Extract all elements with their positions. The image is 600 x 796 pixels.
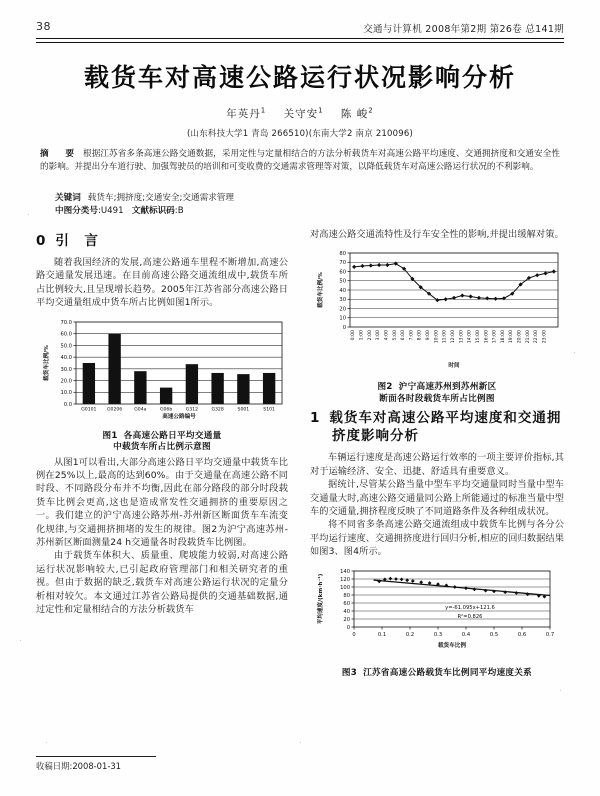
svg-text:y=-61.095x+121.6: y=-61.095x+121.6: [445, 604, 495, 611]
svg-text:0.6: 0.6: [517, 631, 527, 638]
svg-text:14:00: 14:00: [467, 330, 473, 344]
running-head: [36, 20, 564, 38]
svg-text:9:00: 9:00: [426, 330, 432, 341]
received-date: 2008-01-31: [72, 761, 121, 771]
svg-text:40.0: 40.0: [60, 354, 72, 361]
page-title: 载货车对高速公路运行状况影响分析: [83, 63, 516, 92]
scan-speckle: [560, 690, 561, 691]
svg-text:19:00: 19:00: [509, 330, 515, 344]
figure-2-chart: [310, 247, 564, 379]
figure-2-caption-line1: 沪宁高速苏州到苏州新区: [398, 382, 497, 393]
abstract: [40, 148, 560, 174]
svg-text:70.0: 70.0: [60, 319, 72, 326]
svg-text:1:00: 1:00: [359, 330, 365, 341]
svg-text:载货车比例/%: 载货车比例/%: [318, 272, 324, 309]
svg-text:20: 20: [343, 616, 350, 623]
paragraph: 对高速公路交通流特性及行车安全性的影响,并提出缓解对策。: [310, 229, 564, 240]
svg-text:40: 40: [343, 608, 350, 615]
keywords-text: 载货车;拥挤度;交通安全;交通需求管理: [87, 193, 234, 203]
svg-text:16:00: 16:00: [484, 330, 490, 344]
svg-text:0: 0: [342, 325, 346, 332]
keywords-label: 关键词: [55, 193, 81, 203]
svg-text:载货车比例: 载货车比例: [438, 642, 466, 649]
svg-text:40: 40: [339, 288, 346, 295]
right-column: [310, 228, 564, 681]
svg-text:6:00: 6:00: [401, 330, 407, 341]
svg-text:7:00: 7:00: [409, 330, 415, 341]
svg-text:G0101: G0101: [81, 407, 97, 413]
clc-value: U491: [100, 206, 124, 216]
svg-text:8:00: 8:00: [417, 330, 423, 341]
svg-text:15:00: 15:00: [475, 330, 481, 344]
figure-3-chart: [310, 565, 564, 665]
svg-text:100: 100: [340, 584, 350, 591]
svg-text:80: 80: [339, 251, 346, 258]
figure-2: [310, 247, 564, 405]
scan-speckle: [28, 214, 29, 215]
svg-text:S001: S001: [237, 407, 250, 413]
figure-3-caption: [310, 668, 564, 680]
footer-rule: [36, 756, 156, 757]
svg-text:20: 20: [339, 306, 346, 313]
page-number: 38: [36, 20, 51, 33]
section-title-1: 载货车对高速公路平均速度和交通拥挤度影响分析: [329, 410, 562, 445]
figure-2-number: 图2: [377, 382, 393, 393]
received-date-line: 收稿日期:2008-01-31: [36, 761, 121, 771]
doctype-label: 文献标识码: [131, 206, 175, 216]
keywords-line: [55, 192, 560, 204]
svg-text:20:00: 20:00: [517, 330, 523, 344]
svg-text:23:00: 23:00: [542, 330, 548, 344]
section-heading-1: [310, 409, 564, 445]
svg-text:17:00: 17:00: [492, 330, 498, 344]
svg-text:5:00: 5:00: [392, 330, 398, 341]
svg-text:载货车比例/%: 载货车比例/%: [44, 344, 50, 381]
svg-text:50.0: 50.0: [60, 342, 72, 349]
section-number-0: 0: [36, 233, 47, 249]
figure-1: [36, 316, 288, 454]
header-rule-thick: [36, 38, 564, 39]
figure-1-caption-line2: 中载货车所占比例示意图: [113, 442, 211, 453]
figure-1-chart: [36, 316, 288, 428]
left-column: [36, 228, 288, 617]
paragraph: 将不同省多条高速公路交通流组成中载货车比例与各分公平均运行速度、交通拥挤度进行回归分析,相应的回归数据结果如图3、图4所示。: [310, 519, 564, 558]
svg-text:50: 50: [339, 279, 346, 286]
received-label: 收稿日期: [36, 761, 70, 771]
abstract-text: 根据江苏省多条高速公路交通数据，采用定性与定量相结合的方法分析载货车对高速公路平均速度、交通拥挤度和交通安全性的影响。并提出分车道行驶、加强驾驶员的培训和可变收费的交通需求管理等对策，以降低载货车对高速公路运行状况的不利影响。: [40, 149, 560, 172]
svg-text:2:00: 2:00: [367, 330, 373, 341]
svg-text:高速公路编号: 高速公路编号: [162, 413, 196, 420]
svg-text:10:00: 10:00: [434, 330, 440, 344]
svg-text:80: 80: [343, 592, 350, 599]
svg-text:0: 0: [352, 631, 356, 638]
svg-text:0.1: 0.1: [377, 631, 387, 638]
paragraph: 随着我国经济的发展,高速公路通车里程不断增加,高速公路交通量发展迅速。在目前高速公路交通流组成中,载货车所占比例较大,且呈现增长趋势。2005年江苏省部分高速公路日平均交通量组成中货车所占比例如图1所示。: [36, 257, 288, 309]
figure-3-caption-line1: 江苏省高速公路载货车比例同平均速度关系: [363, 667, 533, 678]
svg-text:60: 60: [343, 600, 350, 607]
scan-speckle: [574, 352, 575, 353]
svg-text:10: 10: [339, 316, 346, 323]
figure-1-caption-line1: 各高速公路日平均交通量: [123, 430, 222, 441]
figure-3: [310, 565, 564, 680]
svg-text:60.0: 60.0: [60, 331, 72, 338]
svg-text:21:00: 21:00: [525, 330, 531, 344]
paragraph: 由于载货车体积大、质量重、爬坡能力较弱,对高速公路运行状况影响较大,已引起政府管理部门和相关研究者的重视。但由于数据的缺乏,载货车对高速公路运行状况的定量分析相对较欠。本文通过江苏省公路局提供的交通基础数据,通过定性和定量相结合的方法分析载货车: [36, 550, 288, 616]
figure-3-number: 图3: [341, 667, 358, 678]
clc-line: 中图分类号:U491 文献标识码:B: [55, 206, 184, 216]
svg-text:0: 0: [346, 624, 350, 631]
svg-text:0.4: 0.4: [461, 631, 471, 638]
svg-text:时间: 时间: [448, 363, 460, 370]
svg-text:G312: G312: [185, 407, 199, 413]
paragraph: 据统计,尽管某公路当量中型车平均交通量同时当量中型车交通量大时,高速公路交通量同公路上所能通过的标准当量中型车的交通量,拥挤程度反映了不同道路条件及各种组成状况。: [310, 479, 564, 518]
svg-text:3:00: 3:00: [376, 330, 382, 341]
author-list: [0, 106, 600, 121]
scan-speckle: [300, 742, 301, 743]
svg-text:G04a: G04a: [134, 407, 147, 413]
svg-text:0.7: 0.7: [545, 631, 555, 638]
svg-text:0.3: 0.3: [433, 631, 443, 638]
svg-text:4:00: 4:00: [384, 330, 390, 341]
paragraph: 从图1可以看出,大部分高速公路日平均交通量中载货车比例在25%以上,最高的达到60%。由于交通量在高速公路不同时段、不同路段分布并不均衡,因此在部分路段的部分时段载货车比例会更高,这也是造成常发性交通拥挤的重要原因之一。我们建立的沪宁高速公路苏州-苏州新区断面货车车流变化规律,与交通拥挤拥堵的发生的规律。图2为沪宁高速苏州-苏州新区断面测量24 h交通量各时段载货车比例图。: [36, 456, 288, 549]
scan-speckle: [46, 742, 47, 743]
author-1: 年英丹$^1$: [226, 106, 267, 120]
section-heading-0: [36, 232, 288, 250]
svg-text:10.0: 10.0: [60, 389, 72, 396]
svg-text:120: 120: [340, 576, 350, 583]
figure-1-caption: [36, 431, 288, 454]
svg-text:18:00: 18:00: [500, 330, 506, 344]
svg-text:0.5: 0.5: [489, 631, 499, 638]
svg-text:140: 140: [340, 568, 350, 575]
scan-speckle: [20, 640, 21, 641]
author-2: 关守安$^1$: [283, 106, 324, 120]
svg-text:0.2: 0.2: [405, 631, 415, 638]
svg-text:12:00: 12:00: [451, 330, 456, 344]
svg-text:13:00: 13:00: [459, 330, 465, 344]
svg-text:R²=0.826: R²=0.826: [457, 613, 483, 620]
svg-text:30: 30: [339, 297, 346, 304]
svg-text:0:00: 0:00: [351, 330, 357, 341]
abstract-label: 摘 要: [40, 149, 79, 159]
svg-text:22:00: 22:00: [534, 330, 540, 344]
paragraph: 车辆运行速度是高速公路运行效率的一项主要评价指标,其对于运输经济、安全、迅捷、舒适具有重要意义。: [310, 452, 564, 477]
svg-text:70: 70: [339, 260, 346, 267]
journal-info: 交通与计算机 2008年第2期 第26卷 总141期: [363, 24, 564, 35]
author-3: 陈 峻$^2$: [340, 106, 374, 120]
figure-2-caption: [310, 382, 564, 405]
svg-text:0.0: 0.0: [63, 401, 72, 408]
figure-1-number: 图1: [102, 430, 118, 441]
svg-text:S101: S101: [263, 407, 275, 413]
svg-text:60: 60: [339, 269, 346, 276]
svg-text:平均速度/(km·h⁻¹): 平均速度/(km·h⁻¹): [318, 573, 324, 624]
svg-text:30.0: 30.0: [60, 366, 72, 373]
svg-text:20.0: 20.0: [60, 378, 72, 385]
clc-label: 中图分类号: [55, 206, 98, 216]
section-number-1: 1: [310, 410, 321, 427]
doctype-value: B: [177, 206, 184, 216]
svg-text:G328: G328: [211, 407, 224, 413]
section-title-0: 引 言: [55, 233, 99, 249]
svg-text:G0206: G0206: [106, 407, 123, 413]
svg-text:G06b: G06b: [159, 407, 173, 413]
figure-2-caption-line2: 断面各时段载货车所占比例图: [379, 393, 495, 404]
header-rule-thin: [36, 42, 564, 43]
svg-text:11:00: 11:00: [442, 330, 448, 344]
affiliation-line: (山东科技大学1 青岛 266510)(东南大学2 南京 210096): [187, 129, 413, 139]
